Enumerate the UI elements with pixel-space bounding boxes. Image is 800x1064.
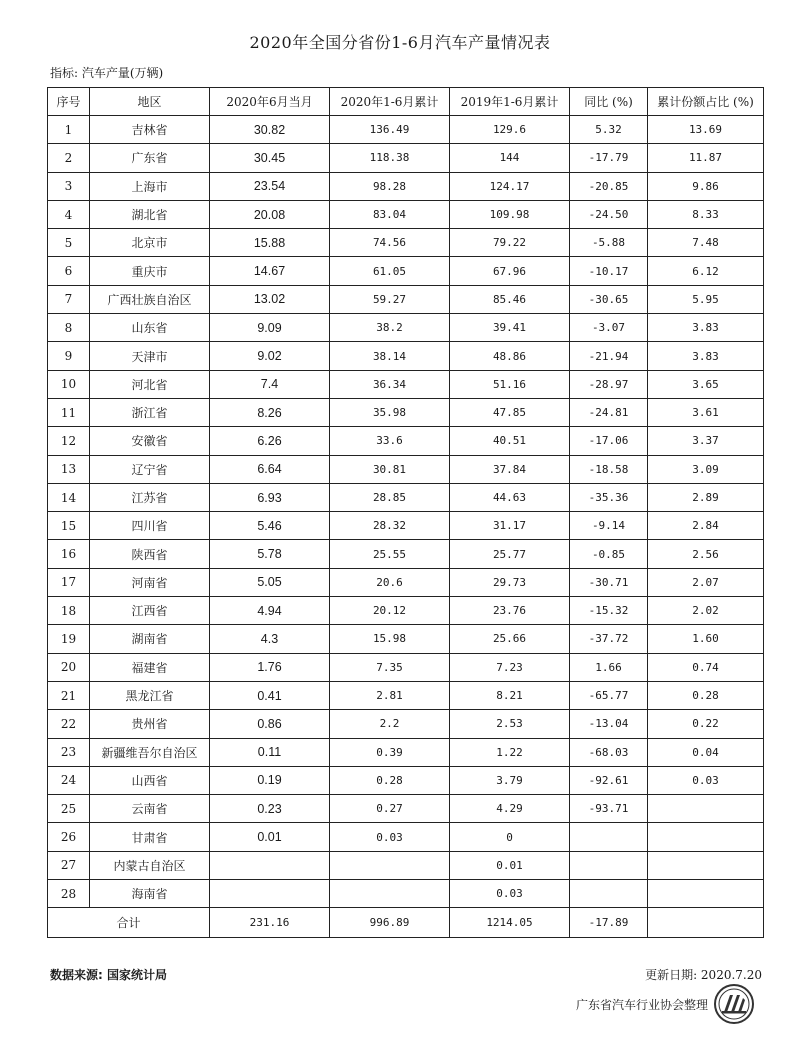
cell-cumulative-2019: 79.22 <box>450 229 570 257</box>
cell-share: 6.12 <box>648 257 764 285</box>
cell-yoy: -92.61 <box>570 766 648 794</box>
cell-cumulative-2020: 0.39 <box>330 738 450 766</box>
cell-region: 广西壮族自治区 <box>90 285 210 313</box>
cell-june-2020 <box>210 851 330 879</box>
cell-yoy: -18.58 <box>570 455 648 483</box>
cell-yoy: -9.14 <box>570 512 648 540</box>
cell-share: 0.04 <box>648 738 764 766</box>
cell-index: 19 <box>48 625 90 653</box>
cell-region: 陕西省 <box>90 540 210 568</box>
cell-cumulative-2020: 30.81 <box>330 455 450 483</box>
table-row <box>48 880 764 908</box>
cell-yoy: -24.81 <box>570 398 648 426</box>
header-region: 地区 <box>90 88 210 116</box>
cell-share: 0.74 <box>648 653 764 681</box>
cell-share: 3.37 <box>648 427 764 455</box>
cell-cumulative-2020: 20.6 <box>330 568 450 596</box>
cell-yoy: -17.79 <box>570 144 648 172</box>
cell-share <box>648 823 764 851</box>
cell-share: 5.95 <box>648 285 764 313</box>
cell-share: 1.60 <box>648 625 764 653</box>
cell-yoy: 5.32 <box>570 116 648 144</box>
table-row <box>48 257 764 285</box>
cell-cumulative-2020: 15.98 <box>330 625 450 653</box>
header-share: 累计份额占比 (%) <box>648 88 764 116</box>
cell-index: 16 <box>48 540 90 568</box>
table-row <box>48 568 764 596</box>
cell-yoy: -35.36 <box>570 483 648 511</box>
cell-share: 0.03 <box>648 766 764 794</box>
total-june: 231.16 <box>210 908 330 938</box>
cell-region: 江苏省 <box>90 483 210 511</box>
cell-cumulative-2019: 48.86 <box>450 342 570 370</box>
cell-yoy: -30.65 <box>570 285 648 313</box>
cell-share: 11.87 <box>648 144 764 172</box>
cell-share: 0.22 <box>648 710 764 738</box>
cell-region: 湖南省 <box>90 625 210 653</box>
cell-index: 17 <box>48 568 90 596</box>
total-row <box>48 908 764 938</box>
table-row <box>48 823 764 851</box>
total-cumulative-2020: 996.89 <box>330 908 450 938</box>
table-row <box>48 314 764 342</box>
cell-share: 13.69 <box>648 116 764 144</box>
cell-june-2020: 13.02 <box>210 285 330 313</box>
cell-yoy <box>570 880 648 908</box>
cell-region: 上海市 <box>90 172 210 200</box>
page-title: 2020年全国分省份1-6月汽车产量情况表 <box>249 33 551 52</box>
cell-share: 3.65 <box>648 370 764 398</box>
cell-region: 山西省 <box>90 766 210 794</box>
cell-cumulative-2019: 1.22 <box>450 738 570 766</box>
cell-yoy: -3.07 <box>570 314 648 342</box>
update-date: 更新日期: 2020.7.20 <box>645 968 762 982</box>
cell-index: 4 <box>48 200 90 228</box>
cell-june-2020: 20.08 <box>210 200 330 228</box>
cell-yoy: -28.97 <box>570 370 648 398</box>
cell-share <box>648 851 764 879</box>
cell-june-2020: 9.02 <box>210 342 330 370</box>
organization-name: 广东省汽车行业协会整理 <box>575 998 708 1012</box>
cell-cumulative-2020: 74.56 <box>330 229 450 257</box>
cell-cumulative-2020: 2.81 <box>330 681 450 709</box>
header-cumulative-2019: 2019年1-6月累计 <box>450 88 570 116</box>
cell-june-2020: 0.86 <box>210 710 330 738</box>
cell-index: 9 <box>48 342 90 370</box>
table-row <box>48 710 764 738</box>
cell-index: 24 <box>48 766 90 794</box>
cell-cumulative-2019: 8.21 <box>450 681 570 709</box>
cell-share: 3.61 <box>648 398 764 426</box>
cell-share: 3.09 <box>648 455 764 483</box>
cell-june-2020: 4.3 <box>210 625 330 653</box>
cell-cumulative-2019: 144 <box>450 144 570 172</box>
cell-index: 22 <box>48 710 90 738</box>
cell-region: 云南省 <box>90 795 210 823</box>
cell-region: 贵州省 <box>90 710 210 738</box>
cell-region: 湖北省 <box>90 200 210 228</box>
cell-cumulative-2020: 20.12 <box>330 597 450 625</box>
cell-region: 河南省 <box>90 568 210 596</box>
cell-yoy: -93.71 <box>570 795 648 823</box>
cell-cumulative-2020: 33.6 <box>330 427 450 455</box>
table-row <box>48 144 764 172</box>
cell-june-2020: 30.45 <box>210 144 330 172</box>
table-row <box>48 795 764 823</box>
cell-june-2020: 0.19 <box>210 766 330 794</box>
cell-share: 3.83 <box>648 342 764 370</box>
table-row <box>48 597 764 625</box>
cell-cumulative-2020: 83.04 <box>330 200 450 228</box>
cell-cumulative-2019: 0 <box>450 823 570 851</box>
cell-cumulative-2019: 7.23 <box>450 653 570 681</box>
cell-index: 26 <box>48 823 90 851</box>
table-row <box>48 540 764 568</box>
cell-share: 7.48 <box>648 229 764 257</box>
cell-index: 2 <box>48 144 90 172</box>
cell-cumulative-2020: 28.32 <box>330 512 450 540</box>
cell-cumulative-2020: 0.27 <box>330 795 450 823</box>
cell-share: 2.84 <box>648 512 764 540</box>
cell-index: 20 <box>48 653 90 681</box>
cell-region: 江西省 <box>90 597 210 625</box>
table-row <box>48 653 764 681</box>
cell-share <box>648 880 764 908</box>
cell-june-2020: 0.11 <box>210 738 330 766</box>
cell-index: 14 <box>48 483 90 511</box>
cell-cumulative-2019: 67.96 <box>450 257 570 285</box>
cell-june-2020: 30.82 <box>210 116 330 144</box>
cell-june-2020: 4.94 <box>210 597 330 625</box>
cell-cumulative-2020 <box>330 880 450 908</box>
cell-index: 6 <box>48 257 90 285</box>
data-source: 数据来源: 国家统计局 <box>50 968 167 982</box>
cell-share: 2.07 <box>648 568 764 596</box>
total-yoy: -17.89 <box>570 908 648 938</box>
cell-share: 2.56 <box>648 540 764 568</box>
table-row <box>48 229 764 257</box>
header-cumulative-2020: 2020年1-6月累计 <box>330 88 450 116</box>
cell-cumulative-2020: 136.49 <box>330 116 450 144</box>
cell-index: 3 <box>48 172 90 200</box>
cell-june-2020: 1.76 <box>210 653 330 681</box>
table-row <box>48 370 764 398</box>
table-row <box>48 285 764 313</box>
table-row <box>48 512 764 540</box>
header-yoy: 同比 (%) <box>570 88 648 116</box>
cell-region: 四川省 <box>90 512 210 540</box>
cell-cumulative-2019: 29.73 <box>450 568 570 596</box>
cell-index: 11 <box>48 398 90 426</box>
cell-index: 21 <box>48 681 90 709</box>
table-row <box>48 342 764 370</box>
cell-cumulative-2020: 35.98 <box>330 398 450 426</box>
cell-index: 13 <box>48 455 90 483</box>
cell-index: 28 <box>48 880 90 908</box>
cell-region: 重庆市 <box>90 257 210 285</box>
cell-cumulative-2020: 0.03 <box>330 823 450 851</box>
cell-june-2020: 5.46 <box>210 512 330 540</box>
cell-index: 18 <box>48 597 90 625</box>
cell-june-2020: 0.23 <box>210 795 330 823</box>
cell-index: 7 <box>48 285 90 313</box>
table-row <box>48 851 764 879</box>
cell-region: 山东省 <box>90 314 210 342</box>
production-table <box>47 87 764 938</box>
cell-cumulative-2019: 40.51 <box>450 427 570 455</box>
cell-cumulative-2020: 98.28 <box>330 172 450 200</box>
cell-june-2020: 7.4 <box>210 370 330 398</box>
cell-region: 北京市 <box>90 229 210 257</box>
header-june-2020: 2020年6月当月 <box>210 88 330 116</box>
cell-share: 2.02 <box>648 597 764 625</box>
cell-cumulative-2019: 109.98 <box>450 200 570 228</box>
table-row <box>48 681 764 709</box>
cell-region: 安徽省 <box>90 427 210 455</box>
cell-yoy: -37.72 <box>570 625 648 653</box>
cell-cumulative-2019: 25.77 <box>450 540 570 568</box>
cell-share: 9.86 <box>648 172 764 200</box>
cell-june-2020: 8.26 <box>210 398 330 426</box>
cell-cumulative-2019: 47.85 <box>450 398 570 426</box>
cell-june-2020: 15.88 <box>210 229 330 257</box>
cell-cumulative-2020: 118.38 <box>330 144 450 172</box>
cell-cumulative-2020: 2.2 <box>330 710 450 738</box>
cell-cumulative-2019: 37.84 <box>450 455 570 483</box>
cell-cumulative-2020: 0.28 <box>330 766 450 794</box>
cell-region: 吉林省 <box>90 116 210 144</box>
cell-yoy: -10.17 <box>570 257 648 285</box>
cell-region: 黑龙江省 <box>90 681 210 709</box>
cell-june-2020 <box>210 880 330 908</box>
cell-yoy: -20.85 <box>570 172 648 200</box>
cell-index: 25 <box>48 795 90 823</box>
cell-june-2020: 5.05 <box>210 568 330 596</box>
table-row <box>48 427 764 455</box>
cell-index: 1 <box>48 116 90 144</box>
cell-yoy: -68.03 <box>570 738 648 766</box>
cell-yoy: -65.77 <box>570 681 648 709</box>
cell-share: 0.28 <box>648 681 764 709</box>
cell-cumulative-2019: 2.53 <box>450 710 570 738</box>
indicator-label: 指标: 汽车产量(万辆) <box>50 66 164 80</box>
cell-region: 广东省 <box>90 144 210 172</box>
cell-region: 新疆维吾尔自治区 <box>90 738 210 766</box>
cell-june-2020: 0.41 <box>210 681 330 709</box>
cell-yoy: -21.94 <box>570 342 648 370</box>
cell-region: 辽宁省 <box>90 455 210 483</box>
cell-cumulative-2020: 36.34 <box>330 370 450 398</box>
cell-june-2020: 23.54 <box>210 172 330 200</box>
total-label: 合计 <box>48 908 210 938</box>
cell-index: 15 <box>48 512 90 540</box>
cell-cumulative-2019: 23.76 <box>450 597 570 625</box>
cell-yoy: 1.66 <box>570 653 648 681</box>
cell-region: 天津市 <box>90 342 210 370</box>
cell-share: 8.33 <box>648 200 764 228</box>
cell-index: 23 <box>48 738 90 766</box>
table-row <box>48 172 764 200</box>
cell-yoy <box>570 823 648 851</box>
table-row <box>48 483 764 511</box>
cell-index: 5 <box>48 229 90 257</box>
cell-region: 河北省 <box>90 370 210 398</box>
cell-cumulative-2020: 38.2 <box>330 314 450 342</box>
cell-cumulative-2019: 3.79 <box>450 766 570 794</box>
table-row <box>48 625 764 653</box>
table-row <box>48 455 764 483</box>
cell-cumulative-2020 <box>330 851 450 879</box>
cell-june-2020: 6.64 <box>210 455 330 483</box>
cell-june-2020: 6.93 <box>210 483 330 511</box>
cell-cumulative-2019: 124.17 <box>450 172 570 200</box>
cell-cumulative-2019: 25.66 <box>450 625 570 653</box>
cell-region: 甘肃省 <box>90 823 210 851</box>
cell-share <box>648 795 764 823</box>
cell-share: 3.83 <box>648 314 764 342</box>
total-share <box>648 908 764 938</box>
cell-cumulative-2019: 129.6 <box>450 116 570 144</box>
cell-cumulative-2019: 4.29 <box>450 795 570 823</box>
cell-yoy: -15.32 <box>570 597 648 625</box>
cell-region: 福建省 <box>90 653 210 681</box>
cell-index: 10 <box>48 370 90 398</box>
cell-cumulative-2019: 0.01 <box>450 851 570 879</box>
cell-yoy: -5.88 <box>570 229 648 257</box>
cell-cumulative-2020: 28.85 <box>330 483 450 511</box>
cell-cumulative-2020: 61.05 <box>330 257 450 285</box>
cell-cumulative-2019: 31.17 <box>450 512 570 540</box>
cell-cumulative-2019: 44.63 <box>450 483 570 511</box>
cell-june-2020: 9.09 <box>210 314 330 342</box>
cell-cumulative-2020: 25.55 <box>330 540 450 568</box>
cell-june-2020: 5.78 <box>210 540 330 568</box>
cell-june-2020: 0.01 <box>210 823 330 851</box>
cell-cumulative-2020: 38.14 <box>330 342 450 370</box>
association-logo-icon <box>712 982 756 1026</box>
cell-cumulative-2020: 59.27 <box>330 285 450 313</box>
cell-yoy <box>570 851 648 879</box>
cell-region: 浙江省 <box>90 398 210 426</box>
cell-share: 2.89 <box>648 483 764 511</box>
cell-index: 27 <box>48 851 90 879</box>
table-row <box>48 738 764 766</box>
cell-index: 8 <box>48 314 90 342</box>
table-row <box>48 200 764 228</box>
cell-june-2020: 14.67 <box>210 257 330 285</box>
cell-cumulative-2019: 51.16 <box>450 370 570 398</box>
cell-yoy: -24.50 <box>570 200 648 228</box>
cell-yoy: -17.06 <box>570 427 648 455</box>
cell-cumulative-2019: 0.03 <box>450 880 570 908</box>
cell-yoy: -30.71 <box>570 568 648 596</box>
table-row <box>48 116 764 144</box>
cell-june-2020: 6.26 <box>210 427 330 455</box>
table-header-row <box>48 88 764 116</box>
table-row <box>48 766 764 794</box>
cell-index: 12 <box>48 427 90 455</box>
total-cumulative-2019: 1214.05 <box>450 908 570 938</box>
cell-cumulative-2019: 39.41 <box>450 314 570 342</box>
cell-yoy: -13.04 <box>570 710 648 738</box>
cell-region: 海南省 <box>90 880 210 908</box>
header-index: 序号 <box>48 88 90 116</box>
cell-yoy: -0.85 <box>570 540 648 568</box>
cell-cumulative-2020: 7.35 <box>330 653 450 681</box>
table-row <box>48 398 764 426</box>
cell-region: 内蒙古自治区 <box>90 851 210 879</box>
cell-cumulative-2019: 85.46 <box>450 285 570 313</box>
